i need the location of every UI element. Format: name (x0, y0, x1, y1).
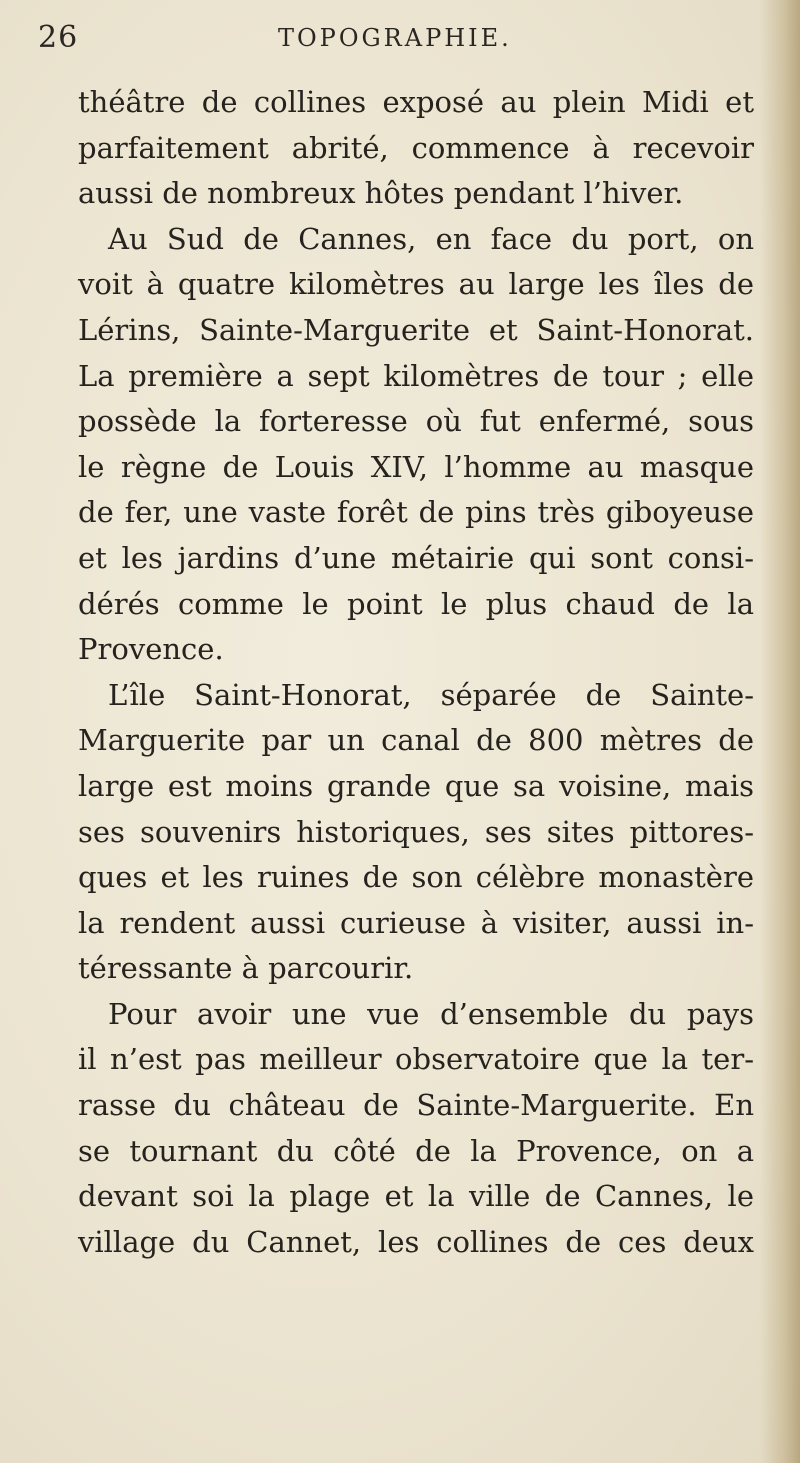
text-line: ques et les ruines de son célèbre monastère (78, 860, 754, 895)
text-line: la rendent aussi curieuse à visiter, aussi in- (78, 905, 754, 940)
text-line: Marguerite par un canal de 800 mètres de (78, 723, 754, 758)
text-line: possède la forteresse où fut enfermé, sous (78, 404, 754, 439)
text-line: La première a sept kilomètres de tour ; elle (78, 358, 754, 393)
text-line: Lérins, Sainte-Marguerite et Saint-Honorat. (78, 312, 754, 347)
text-line: théâtre de collines exposé au plein Midi et (78, 85, 754, 119)
text-line: aussi de nombreux hôtes pendant l’hiver. (78, 176, 684, 211)
body-text (78, 80, 754, 1265)
running-head: TOPOGRAPHIE. (278, 24, 512, 52)
text-line: L’île Saint-Honorat, séparée de Sainte- (108, 677, 754, 712)
text-line: Au Sud de Cannes, en face du port, on (108, 221, 754, 256)
text-line: et les jardins d’une métairie qui sont consi- (78, 540, 754, 575)
text-line: Provence. (78, 632, 224, 667)
text-line: rasse du château de Sainte-Marguerite. En (78, 1088, 754, 1123)
page-header (38, 20, 758, 70)
page-number: 26 (38, 20, 79, 55)
text-line: ses souvenirs historiques, ses sites pittores- (78, 814, 754, 849)
text-line: téressante à parcourir. (78, 951, 414, 986)
text-line: se tournant du côté de la Provence, on a (78, 1133, 754, 1168)
text-line: de fer, une vaste forêt de pins très giboyeuse (78, 495, 754, 530)
page-edge-shadow (760, 0, 800, 1463)
text-line: dérés comme le point le plus chaud de la (78, 586, 754, 621)
text-line: village du Cannet, les collines de ces deux (78, 1224, 754, 1259)
text-line: large est moins grande que sa voisine, mais (78, 768, 754, 803)
text-line: le règne de Louis XIV, l’homme au masque (78, 449, 754, 484)
text-line: il n’est pas meilleur observatoire que la ter- (78, 1042, 754, 1077)
text-line: devant soi la plage et la ville de Cannes, le (78, 1179, 754, 1214)
text-line: Pour avoir une vue d’ensemble du pays (108, 996, 754, 1031)
text-line: voit à quatre kilomètres au large les îles de (78, 267, 754, 302)
text-line: parfaitement abrité, commence à recevoir (78, 130, 754, 165)
